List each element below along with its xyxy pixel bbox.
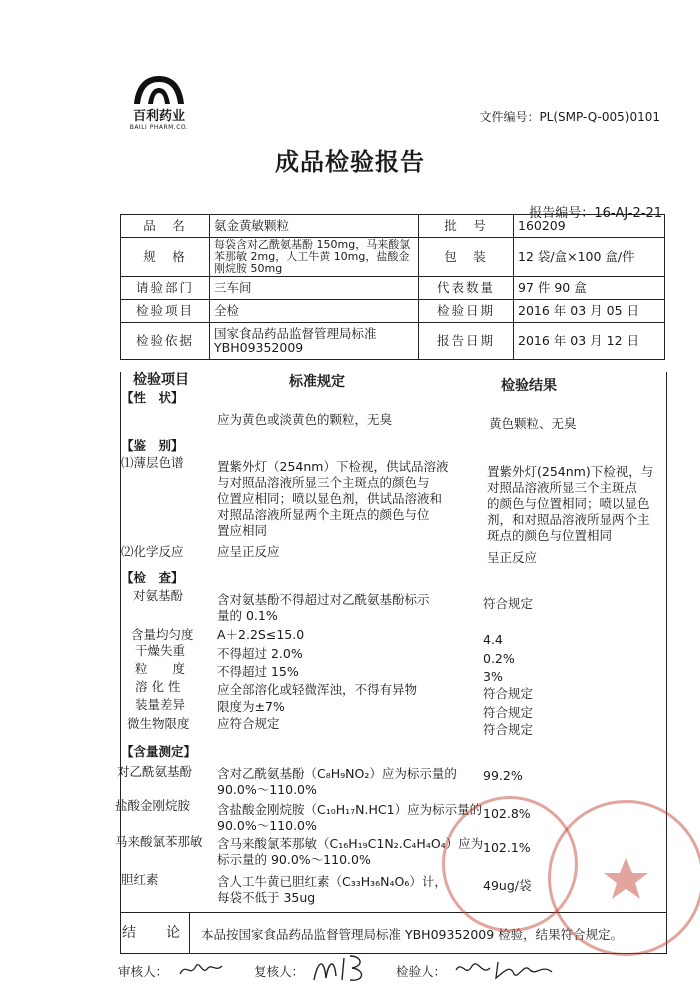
chem-result: 呈正反应 — [487, 550, 538, 565]
micro-result: 符合规定 — [483, 722, 534, 737]
company-name: 百利药业 — [132, 109, 185, 124]
batch-value: 160209 — [514, 215, 665, 238]
company-logo — [126, 72, 192, 131]
inspector-signature — [452, 954, 562, 988]
batch-label: 批 号 — [419, 215, 514, 238]
chlor-name: 马来酸氯苯那敏 — [115, 834, 203, 849]
company-name-en: BAILI PHARM.CO. — [129, 124, 189, 131]
tlc-res-line: 置紫外灯(254nm)下检视，与 — [487, 464, 654, 479]
chem-standard: 应呈正反应 — [217, 544, 280, 559]
tlc-res-line: 对照品溶液所显三个主斑点 — [487, 480, 638, 495]
size-standard: 不得超过 15% — [217, 664, 299, 679]
dry-standard: 不得超过 2.0% — [217, 646, 303, 661]
dry-name: 干燥失重 — [135, 643, 186, 658]
sol-name: 溶 化 性 — [135, 679, 181, 694]
reviewer-label: 审核人： — [118, 964, 169, 979]
pap-result: 符合规定 — [483, 596, 534, 611]
tlc-standard — [217, 459, 448, 539]
col-header-result: 检验结果 — [501, 378, 557, 394]
chem-name: ⑵化学反应 — [121, 544, 184, 559]
aman-name: 盐酸金刚烷胺 — [115, 798, 191, 813]
apap-std-line: 含对乙酰氨基酚（C₈H₉NO₂）应为标示量的 — [217, 766, 457, 781]
bili-result: 49ug/袋 — [483, 878, 532, 893]
pack-value: 12 袋/盒×100 盒/件 — [514, 238, 665, 277]
inspector-label: 检验人： — [396, 964, 447, 979]
micro-name: 微生物限度 — [127, 716, 190, 731]
col-header-item: 检验项目 — [133, 372, 189, 388]
apap-standard — [217, 766, 457, 798]
tlc-res-line: 剂，和对照品溶液所显两个主 — [487, 512, 650, 527]
qty-value: 97 件 90 盒 — [514, 277, 665, 300]
pap-std-line: 含对氨基酚不得超过对乙酰氨基酚标示 — [217, 592, 430, 607]
uni-result: 4.4 — [483, 632, 503, 647]
tlc-std-line: 位置应相同；喷以显色剂，供试品溶液和 — [217, 491, 443, 506]
reportdate-label: 报告日期 — [419, 323, 514, 360]
tlc-res-line: 的颜色与位置相同；喷以显色 — [487, 496, 650, 511]
chlor-result: 102.1% — [483, 840, 531, 855]
pap-name: 对氨基酚 — [133, 588, 184, 603]
spec-label: 规 格 — [121, 238, 210, 277]
dept-value: 三车间 — [210, 277, 419, 300]
chlor-std-line: 含马来酸氯苯那敏（C₁₆H₁₉C1N₂.C₄H₄O₄）应为 — [217, 836, 484, 851]
size-result: 3% — [483, 669, 503, 684]
tlc-res-line: 斑点的颜色与位置相同 — [487, 528, 613, 543]
micro-standard: 应符合规定 — [217, 716, 280, 731]
item-value: 全检 — [210, 300, 419, 323]
aman-result: 102.8% — [483, 806, 531, 821]
uni-name: 含量均匀度 — [131, 627, 194, 642]
qty-label: 代表数量 — [419, 277, 514, 300]
apap-name: 对乙酰氨基酚 — [117, 764, 193, 779]
bili-name: 胆红素 — [121, 872, 159, 887]
stamp-star-icon — [551, 803, 700, 953]
rechecker-signature — [310, 950, 380, 990]
basis-value: 国家食品药品监督管理局标准 YBH09352009 — [210, 323, 419, 360]
size-name: 粒 度 — [135, 661, 186, 676]
bili-std-line: 每袋不低于 35ug — [217, 890, 316, 905]
apap-std-line: 90.0%～110.0% — [217, 782, 317, 797]
chlor-std-line: 标示量的 90.0%～110.0% — [217, 852, 371, 867]
bili-standard — [217, 874, 447, 906]
col-header-standard: 标准规定 — [289, 374, 345, 390]
product-value: 氨金黄敏颗粒 — [210, 215, 419, 238]
testdate-label: 检验日期 — [419, 300, 514, 323]
aman-std-line: 90.0%～110.0% — [217, 818, 317, 833]
trait-standard: 应为黄色或淡黄色的颗粒，无臭 — [217, 412, 393, 427]
fill-standard: 限度为±7% — [217, 699, 285, 714]
tlc-std-line: 置应相同 — [217, 523, 268, 538]
conclusion-label: 结 论 — [121, 913, 190, 953]
fill-result: 符合规定 — [483, 705, 534, 720]
section-assay: 【含量测定】 — [121, 744, 197, 759]
section-traits: 【性 状】 — [121, 390, 184, 405]
uni-standard: A＋2.2S≤15.0 — [217, 627, 305, 642]
basis-label: 检验依据 — [121, 323, 210, 360]
tlc-std-line: 置紫外灯（254nm）下检视，供试品溶液 — [217, 459, 449, 474]
spec-value: 每袋含对乙酰氨基酚 150mg，马来酸氯苯那敏 2mg，人工牛黄 10mg，盐酸金刚烷胺 50mg — [210, 238, 419, 277]
company-stamp — [548, 800, 700, 956]
report-number: 报告编号：16-AJ-2-21 — [529, 206, 662, 221]
pack-label: 包 装 — [419, 238, 514, 277]
rechecker-label: 复核人： — [254, 964, 305, 979]
fill-name: 装量差异 — [135, 697, 186, 712]
document-number: 文件编号：PL(SMP-Q-005)0101 — [479, 110, 660, 124]
sol-standard: 应全部溶化或轻微浑浊，不得有异物 — [217, 682, 418, 697]
testdate-value: 2016 年 03 月 05 日 — [514, 300, 665, 323]
apap-result: 99.2% — [483, 768, 523, 783]
product-label: 品 名 — [121, 215, 210, 238]
dry-result: 0.2% — [483, 651, 515, 666]
tlc-std-line: 与对照品溶液所显三个主斑点的颜色与 — [217, 475, 430, 490]
sol-result: 符合规定 — [483, 686, 534, 701]
pap-std-line: 量的 0.1% — [217, 608, 278, 623]
aman-standard — [217, 802, 482, 834]
reportdate-value: 2016 年 03 月 12 日 — [514, 323, 665, 360]
trait-result: 黄色颗粒、无臭 — [489, 416, 577, 431]
tlc-result — [487, 464, 653, 544]
dept-label: 请验部门 — [121, 277, 210, 300]
logo-mark-icon — [126, 72, 192, 106]
section-check: 【检 查】 — [121, 570, 184, 585]
tlc-name: ⑴薄层色谱 — [121, 455, 184, 470]
page-title: 成品检验报告 — [275, 148, 425, 176]
conclusion-text: 本品按国家食品药品监督管理局标准 YBH09352009 检验，结果符合规定。 — [201, 927, 624, 942]
reviewer-signature — [176, 956, 226, 986]
item-label: 检验项目 — [121, 300, 210, 323]
tlc-std-line: 对照品溶液所显两个主斑点的颜色与位 — [217, 507, 430, 522]
aman-std-line: 含盐酸金刚烷胺（C₁₀H₁₇N.HC1）应为标示量的 — [217, 802, 483, 817]
header-table — [120, 214, 665, 360]
bili-std-line: 含人工牛黄已胆红素（C₃₃H₃₆N₄O₆）计， — [217, 874, 447, 889]
pap-standard — [217, 592, 430, 624]
section-identify: 【鉴 别】 — [121, 438, 184, 453]
